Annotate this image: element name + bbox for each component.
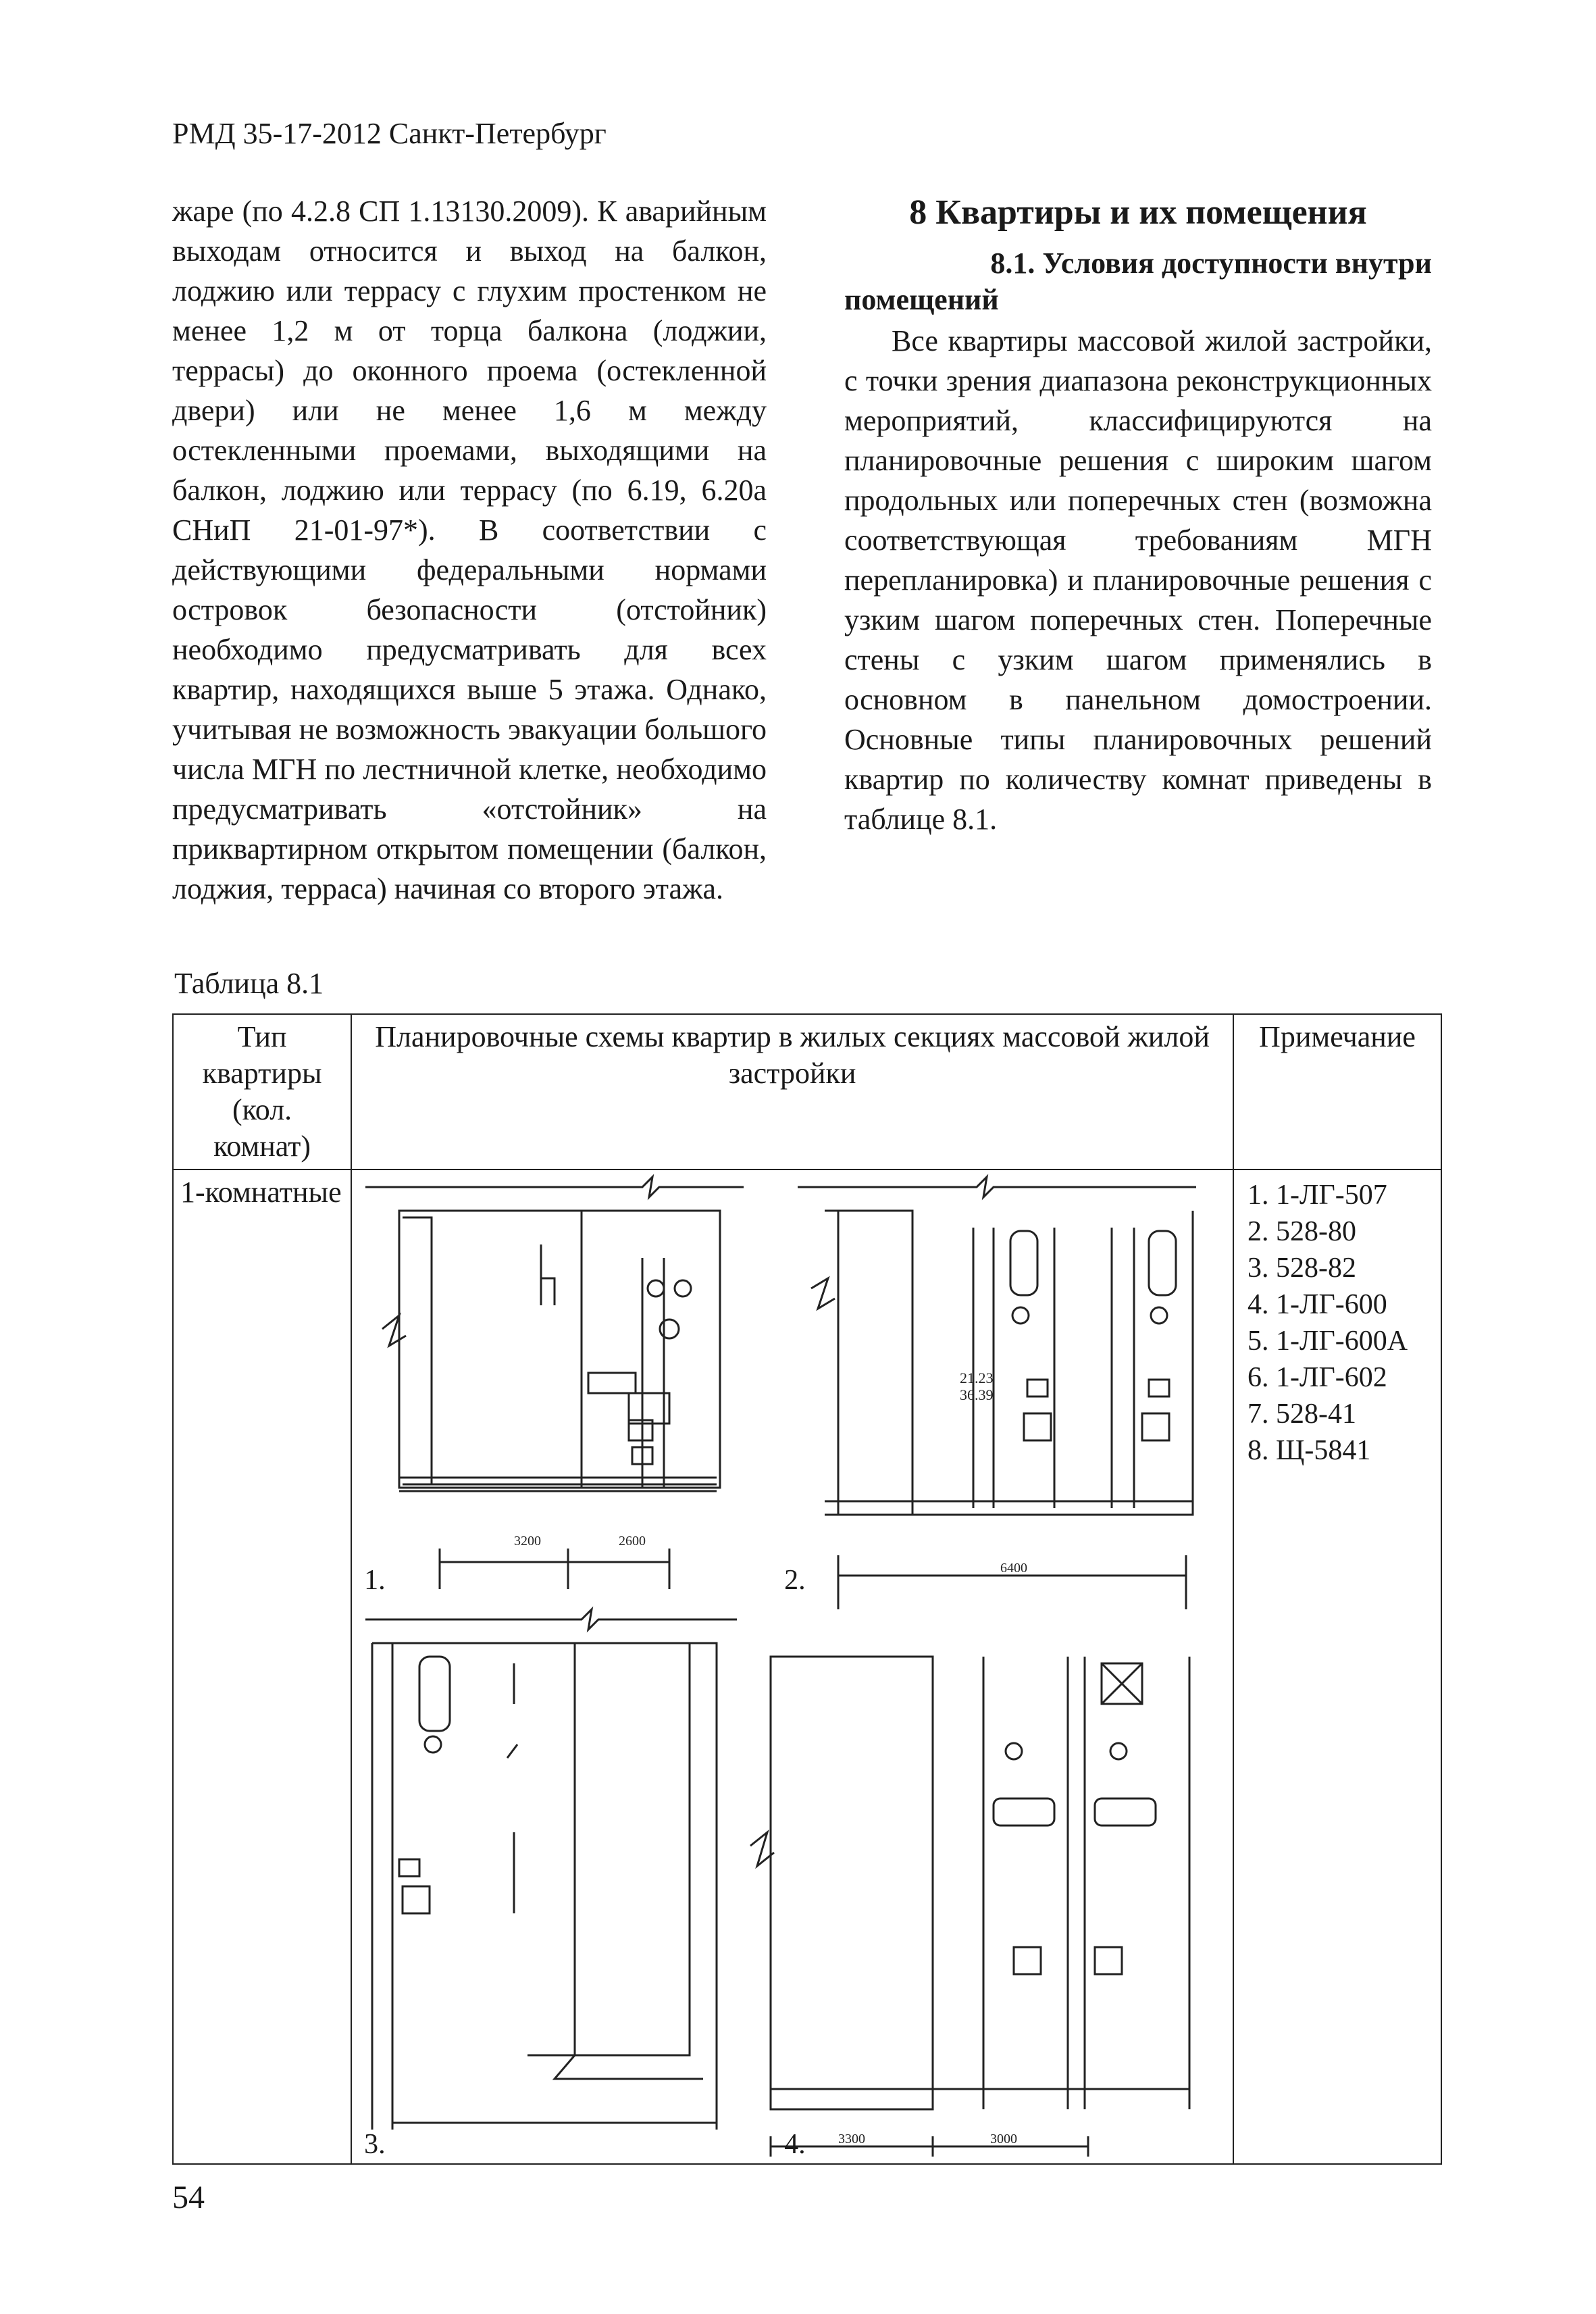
notes-list bbox=[1241, 1174, 1434, 1469]
cell-notes bbox=[1233, 1169, 1441, 2164]
right-column-text: Все квартиры массовой жилой застройки, с точки зрения диапазона реконструкционных мероприятий, классифицируются на планировочные решения с широким шагом продольных или поперечных стен (возможна соответствующая требованиям МГН перепланировка) и планировочные решения с узким шагом поперечных стен. Поперечные стены с узким шагом применялись в основном в панельном домостроении. Основные типы планировочных решений квартир по количеству комнат приведены в таблице 8.1. bbox=[844, 324, 1432, 836]
dim-p1a: 3200 bbox=[514, 1534, 542, 1549]
header-type: Тип квартиры (кол. комнат) bbox=[173, 1014, 351, 1169]
dim-p4a: 3300 bbox=[838, 2132, 866, 2146]
plan-label-4: 4. bbox=[784, 2129, 806, 2160]
list-item: 8. Щ-5841 bbox=[1247, 1435, 1371, 1466]
floor-plans-drawing bbox=[352, 1170, 1223, 2163]
right-column bbox=[844, 191, 1432, 839]
subsection-heading bbox=[844, 245, 1432, 318]
left-column-text: жаре (по 4.2.8 СП 1.13130.2009). К аварийным выходам относится и выход на балкон, лоджию или террасу с глухим простенком не менее 1,2 м от торца балкона (лоджии, террасы) до оконного проема (остекленной двери) или не менее 1,6 м между остекленными проемами, выходящими на балкон, лоджию или террасу (по 6.19, 6.20а СНиП 21-01-97*). В соответствии с действующими федеральными нормами островок безопасности (отстойник) необходимо предусматривать для всех квартир, находящихся выше 5 этажа. Однако, учитывая не возможность эвакуации большого числа МГН по лестничной клетке, необходимо предусматривать «отстойник» на приквартирном открытом помещении (балкон, лоджия, терраса) начиная со второго этажа. bbox=[172, 195, 767, 905]
page-header: РМД 35-17-2012 Санкт-Петербург bbox=[172, 117, 607, 150]
subsection-heading-line1: 8.1. Условия доступности внутри bbox=[990, 247, 1432, 280]
section-heading: 8 Квартиры и их помещения bbox=[909, 193, 1367, 232]
list-item: 5. 1-ЛГ-600А bbox=[1247, 1326, 1408, 1357]
area-top: 21.23 bbox=[960, 1369, 994, 1386]
plan-label-2: 2. bbox=[784, 1565, 806, 1596]
table-caption: Таблица 8.1 bbox=[174, 967, 324, 1000]
floor-plan-2 bbox=[798, 1177, 1196, 1609]
table-row bbox=[173, 1169, 1441, 2164]
table-header-row bbox=[173, 1014, 1441, 1169]
subsection-heading-line2: помещений bbox=[844, 283, 999, 316]
apartment-table bbox=[172, 1013, 1442, 2165]
list-item: 1. 1-ЛГ-507 bbox=[1247, 1180, 1387, 1211]
floor-plan-1 bbox=[365, 1177, 744, 1589]
plan-label-1: 1. bbox=[364, 1565, 386, 1596]
floor-plan-3 bbox=[365, 1609, 737, 2130]
plan-label-3: 3. bbox=[364, 2129, 386, 2160]
list-item: 6. 1-ЛГ-602 bbox=[1247, 1362, 1387, 1393]
list-item: 2. 528-80 bbox=[1247, 1216, 1356, 1247]
dim-p4b: 3000 bbox=[990, 2132, 1018, 2146]
header-plans: Планировочные схемы квартир в жилых секциях массовой жилой застройки bbox=[351, 1014, 1233, 1169]
area-bottom: 36.39 bbox=[960, 1386, 994, 1403]
dim-p2: 6400 bbox=[1000, 1561, 1028, 1576]
header-notes: Примечание bbox=[1233, 1014, 1441, 1169]
cell-plans bbox=[351, 1169, 1233, 2164]
floor-plans bbox=[352, 1170, 1223, 2163]
list-item: 7. 528-41 bbox=[1247, 1399, 1356, 1430]
list-item: 3. 528-82 bbox=[1247, 1253, 1356, 1284]
floor-plan-4 bbox=[750, 1657, 1189, 2157]
dim-p1b: 2600 bbox=[619, 1534, 646, 1549]
page-number: 54 bbox=[172, 2180, 205, 2215]
list-item: 4. 1-ЛГ-600 bbox=[1247, 1289, 1387, 1320]
cell-type: 1-комнатные bbox=[173, 1169, 351, 2164]
